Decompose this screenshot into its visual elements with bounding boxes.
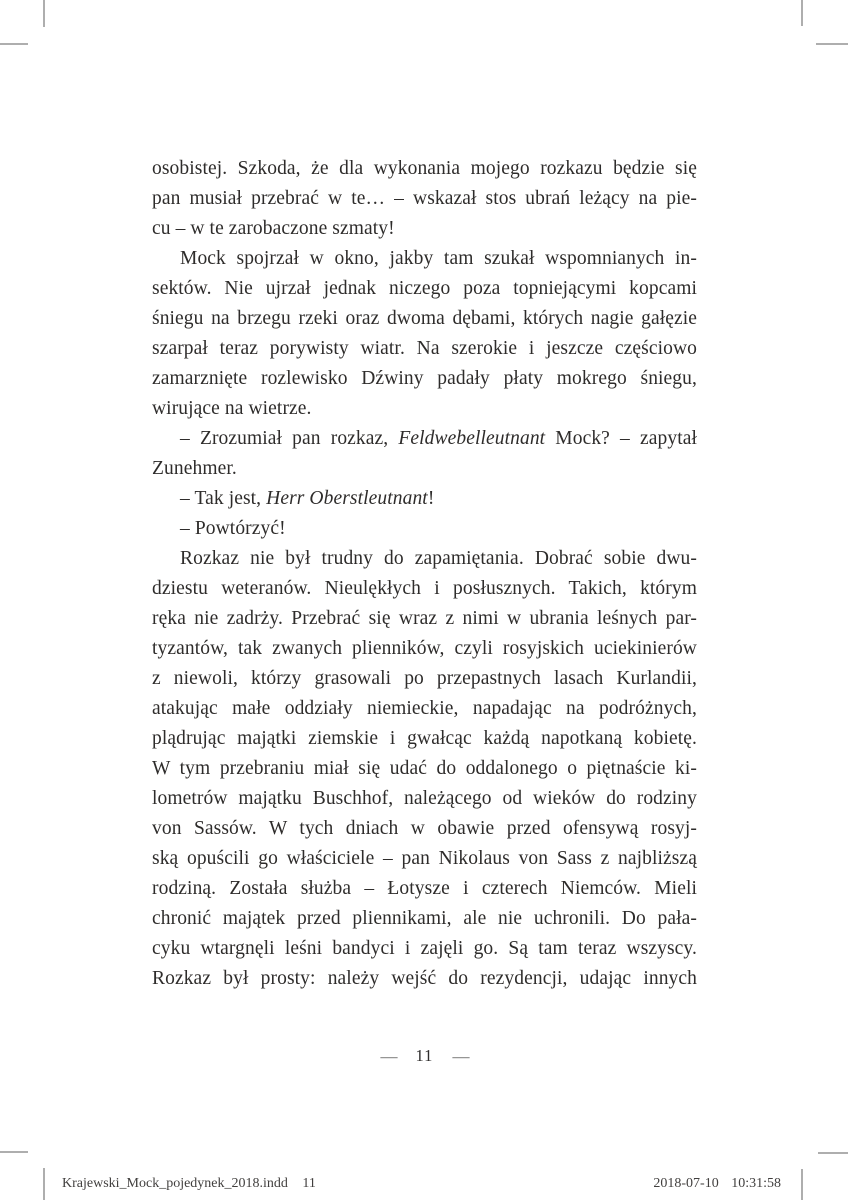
text-line: atakując małe oddziały niemieckie, napadając na podróżnych, (152, 698, 697, 719)
text-line: Rozkaz był prosty: należy wejść do rezydencji, udając innych (152, 968, 697, 989)
text-line: Rozkaz nie był trudny do zapamiętania. Dobrać sobie dwu- (180, 548, 697, 569)
text-line: osobistej. Szkoda, że dla wykonania mojego rozkazu będzie się (152, 158, 697, 179)
text-line: z niewoli, którzy grasowali po przepastnych lasach Kurlandii, (152, 668, 697, 689)
text-line: dziestu weteranów. Nieulękłych i posłusznych. Takich, którym (152, 578, 697, 599)
text-line: W tym przebraniu miał się udać do oddalonego o piętnaście ki- (152, 758, 697, 779)
text-line: tyzantów, tak zwanych plienników, czyli rosyjskich uciekinierów (152, 638, 697, 659)
text-line: – Tak jest, Herr Oberstleutnant! (180, 488, 435, 509)
crop-mark-top-right-horizontal (816, 43, 848, 45)
text-line: szarpał teraz porywisty wiatr. Na szerokie i jeszcze częściowo (152, 338, 697, 359)
text-line: ręka nie zadrży. Przebrać się wraz z nimi w ubrania leśnych par- (152, 608, 697, 629)
text-line: chronić majątek przed pliennikami, ale nie uchronili. Do pała- (152, 908, 697, 929)
text-line: Mock spojrzał w okno, jakby tam szukał wspomnianych in- (180, 248, 697, 269)
text-line: pan musiał przebrać w te… – wskazał stos ubrań leżący na pie- (152, 188, 697, 209)
text-line: von Sassów. W tych dniach w obawie przed ofensywą rosyj- (152, 818, 697, 839)
text-line: – Powtórzyć! (180, 518, 286, 539)
text-line: cyku wtargnęli leśni bandyci i zajęli go. Są tam teraz wszyscy. (152, 938, 697, 959)
footer-left (62, 1176, 316, 1192)
footer-page-number: 11 (302, 1176, 316, 1191)
crop-mark-top-right-vertical (801, 0, 803, 26)
crop-mark-bottom-left-vertical (43, 1168, 45, 1200)
text-line: lometrów majątku Buschhof, należącego od wieków do rodziny (152, 788, 697, 809)
text-block (152, 154, 697, 994)
text-line: cu – w te zarobaczone szmaty! (152, 218, 395, 239)
page-number: 11 (415, 1046, 434, 1066)
footer-filename: Krajewski_Mock_pojedynek_2018.indd (62, 1176, 288, 1191)
crop-mark-top-left-vertical (43, 0, 45, 27)
footer-date: 2018-07-10 (653, 1176, 719, 1191)
text-line: rodziną. Została służba – Łotysze i czterech Niemców. Mieli (152, 878, 697, 899)
text-line: ską opuścili go właściciele – pan Nikolaus von Sass z najbliższą (152, 848, 697, 869)
text-line: plądrując majątki ziemskie i gwałcąc każdą napotkaną kobietę. (152, 728, 697, 749)
footer-time: 10:31:58 (731, 1176, 781, 1191)
text-line: Zunehmer. (152, 458, 237, 479)
text-line: wirujące na wietrze. (152, 398, 312, 419)
folio (152, 1048, 697, 1065)
crop-mark-top-left-horizontal (0, 43, 28, 45)
footer-right (653, 1176, 781, 1192)
text-line: zamarznięte rozlewisko Dźwiny padały płaty mokrego śniegu, (152, 368, 697, 389)
folio-dash-right: — (452, 1048, 469, 1065)
crop-mark-bottom-right-horizontal (818, 1152, 848, 1154)
text-line: śniegu na brzegu rzeki oraz dwoma dębami, których nagie gałęzie (152, 308, 697, 329)
text-line: sektów. Nie ujrzał jednak niczego poza topniejącymi kopcami (152, 278, 697, 299)
crop-mark-bottom-right-vertical (801, 1169, 803, 1200)
crop-mark-bottom-left-horizontal (0, 1151, 28, 1153)
folio-dash-left: — (380, 1048, 397, 1065)
text-line: – Zrozumiał pan rozkaz, Feldwebelleutnant Mock? – zapytał (180, 428, 697, 449)
